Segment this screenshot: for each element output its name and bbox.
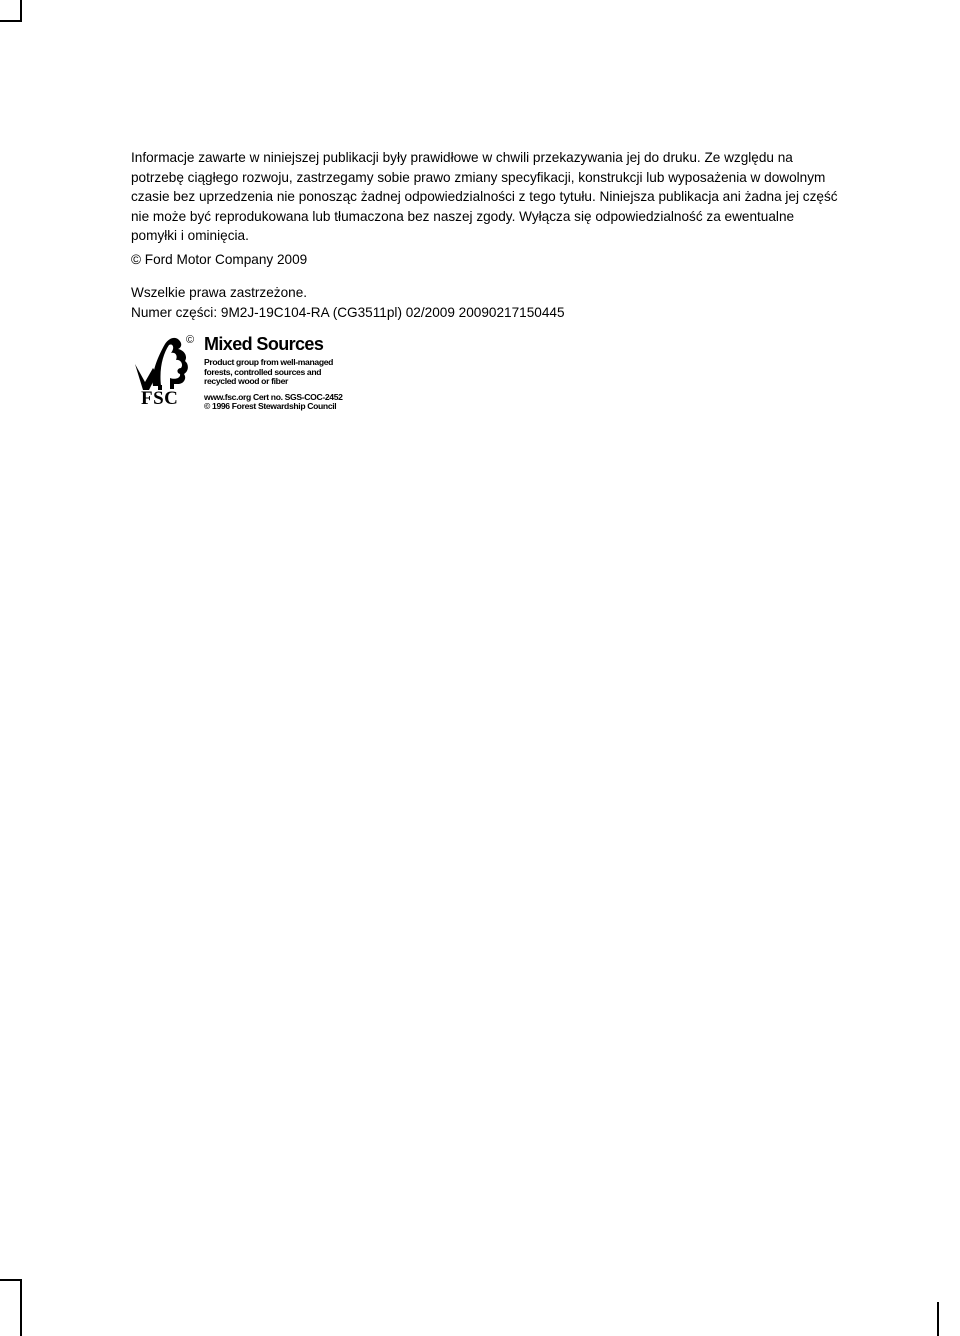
crop-mark-bottom-right-vertical: [937, 1302, 939, 1336]
fsc-description-line: recycled wood or fiber: [204, 376, 288, 387]
crop-mark-bottom-left-vertical: [20, 1279, 22, 1336]
document-body: [131, 148, 843, 322]
fsc-website-cert: www.fsc.org Cert no. SGS-COC-2452: [204, 391, 343, 402]
fsc-text-block: [204, 334, 364, 412]
rights-reserved-line: Wszelkie prawa zastrzeżone.: [131, 285, 308, 300]
fsc-letters: FSC: [141, 388, 179, 409]
fsc-description-line: Product group from well-managed: [204, 357, 334, 367]
copyright-line: © Ford Motor Company 2009: [131, 251, 308, 267]
crop-mark-top-left-horizontal: [0, 20, 22, 22]
disclaimer-paragraph: Informacje zawarte w niniejszej publikacji były prawidłowe w chwili przekazywania jej do druku. Ze względu na potrzebę ciągłego rozwoju, zastrzegamy sobie prawo zmiany specyfikacji, konstrukcji lub wyposażenia w dowolnym czasie bez uprzedzenia nie ponosząc żadnej odpowiedzialności z tego tytułu. Niniejsza publikacja ani żadna jej część nie może być reprodukowana lub tłumaczona bez naszej zgody. Wyłącza się odpowiedzialność za ewentualne pomyłki i ominięcia.: [131, 150, 838, 243]
fsc-logo: [131, 334, 361, 412]
crop-mark-bottom-left-horizontal: [0, 1279, 22, 1281]
crop-mark-top-left-vertical: [20, 0, 22, 22]
fsc-title: Mixed Sources: [204, 334, 324, 354]
fsc-registered-mark: ©: [186, 334, 195, 346]
fsc-description-line: forests, controlled sources and: [204, 366, 322, 377]
part-number-line: Numer części: 9M2J-19C104-RA (CG3511pl) 02/2009 20090217150445: [131, 304, 565, 320]
fsc-council-copyright: © 1996 Forest Stewardship Council: [204, 401, 337, 412]
